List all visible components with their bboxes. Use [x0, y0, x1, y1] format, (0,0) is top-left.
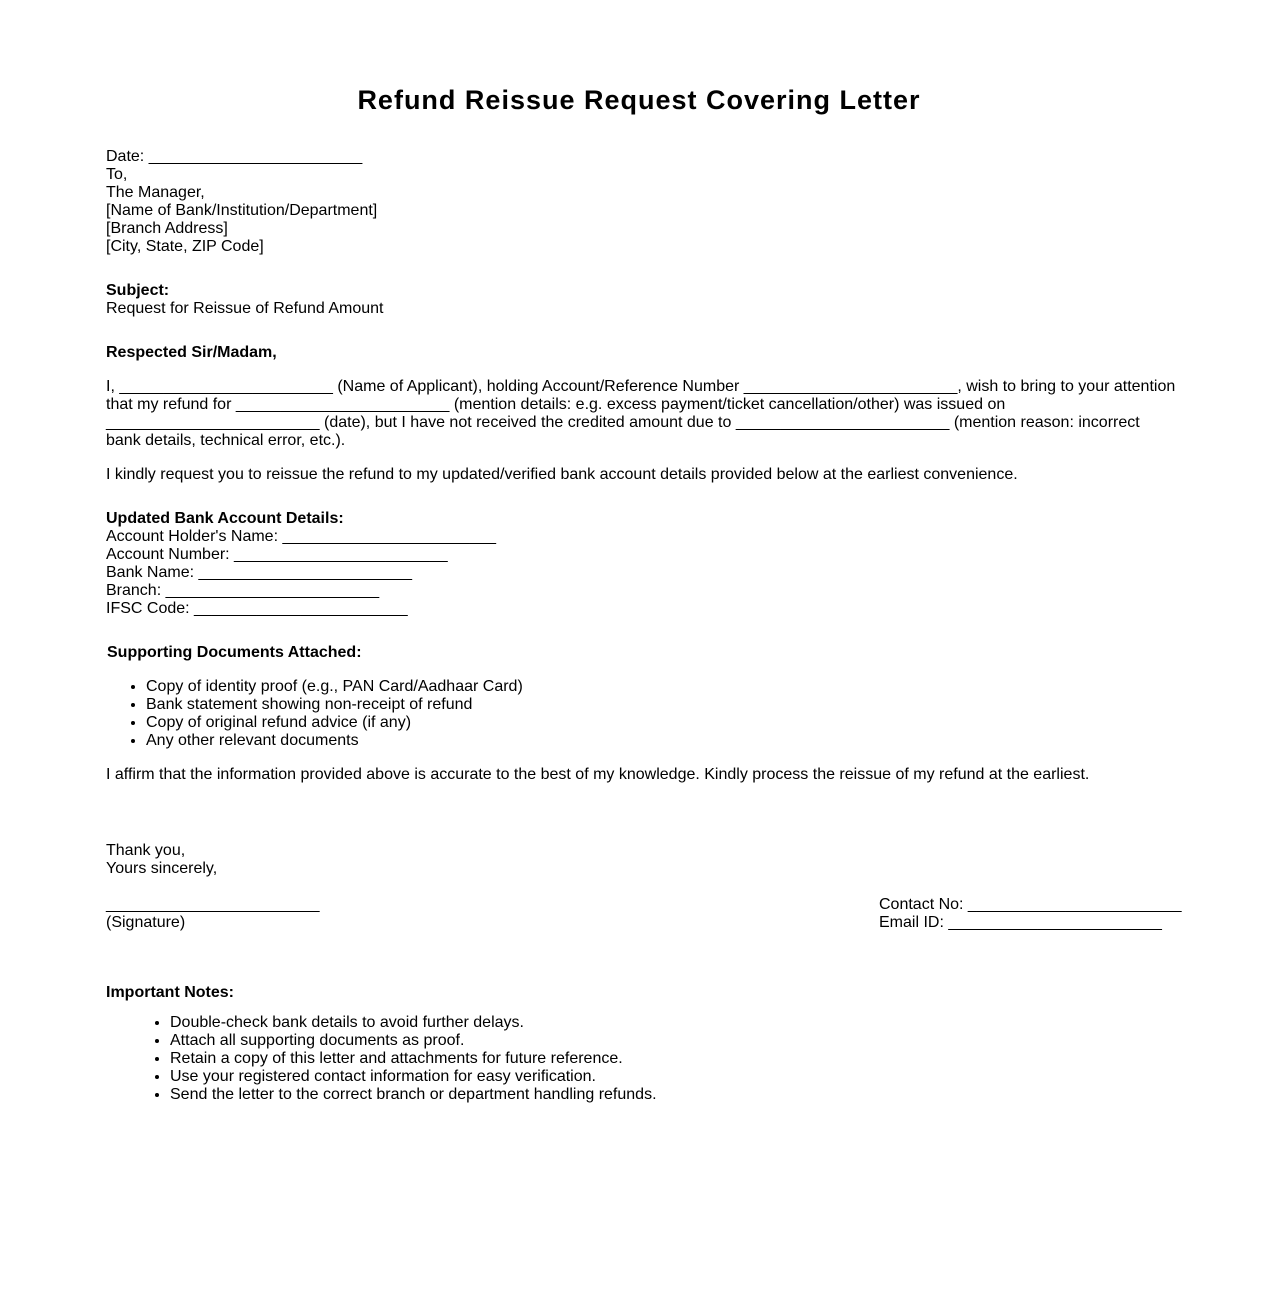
affirmation-paragraph: I affirm that the information provided above is accurate to the best of my knowledge. Kindly process the reissue of my refund at the earliest. [106, 766, 1090, 783]
notes-heading: Important Notes: [106, 984, 234, 1001]
documents-list [106, 678, 1176, 750]
letter-content [106, 148, 1176, 784]
signature-block [106, 896, 320, 932]
signature-label: (Signature) [106, 914, 186, 931]
list-item: • Bank statement showing non-receipt of refund [146, 696, 1176, 714]
list-item: • Send the letter to the correct branch or department handling refunds. [170, 1086, 657, 1104]
list-item: • Any other relevant documents [146, 732, 1176, 750]
closing-block [106, 842, 217, 878]
manager-line: The Manager, [106, 184, 205, 201]
holder-name-line: Account Holder's Name: ________________________ [106, 528, 497, 545]
list-item: • Double-check bank details to avoid further delays. [170, 1014, 657, 1032]
list-item: • Retain a copy of this letter and attachments for future reference. [170, 1050, 657, 1068]
list-item: • Copy of identity proof (e.g., PAN Card/Aadhaar Card) [146, 678, 1176, 696]
list-item: • Attach all supporting documents as proof. [170, 1032, 657, 1050]
body-paragraph-2: I kindly request you to reissue the refund to my updated/verified bank account details provided below at the earliest convenience. [106, 466, 1018, 483]
notes-block [106, 984, 657, 1104]
yours-sincerely-line: Yours sincerely, [106, 860, 218, 877]
thank-you-line: Thank you, [106, 842, 186, 859]
account-number-line: Account Number: ________________________ [106, 546, 448, 563]
documents-heading: Supporting Documents Attached: [107, 644, 362, 661]
city-state-zip-line: [City, State, ZIP Code] [106, 238, 264, 255]
to-line: To, [106, 166, 128, 183]
salutation: Respected Sir/Madam, [106, 344, 277, 361]
bank-name-field-line: Bank Name: ________________________ [106, 564, 413, 581]
subject-text: Request for Reissue of Refund Amount [106, 300, 384, 317]
ifsc-line: IFSC Code: ________________________ [106, 600, 408, 617]
list-item: • Copy of original refund advice (if any) [146, 714, 1176, 732]
subject-label: Subject: [106, 282, 170, 299]
contact-block [879, 896, 1182, 932]
branch-address-line: [Branch Address] [106, 220, 228, 237]
bank-name-line: [Name of Bank/Institution/Department] [106, 202, 378, 219]
list-item: • Use your registered contact information for easy verification. [170, 1068, 657, 1086]
notes-list [106, 1014, 657, 1104]
page-title: Refund Reissue Request Covering Letter [357, 85, 921, 115]
contact-number-line: Contact No: ________________________ [879, 896, 1182, 913]
bank-details-heading: Updated Bank Account Details: [106, 510, 344, 527]
signature-line: ________________________ [106, 896, 320, 913]
body-paragraph-1: I, ________________________ (Name of Applicant), holding Account/Reference Number ________________________, wish to bring to your attention that my refund for ________________________ (mention details: e.g. excess payment/ticket cancellation/other) was issued on ________________________ (date), but I have not received the credited amount due to ________________________ (mention reason: incorrect bank details, technical error, etc.). [106, 378, 1176, 449]
branch-line: Branch: ________________________ [106, 582, 380, 599]
email-line: Email ID: ________________________ [879, 914, 1162, 931]
date-line: Date: ________________________ [106, 148, 363, 165]
